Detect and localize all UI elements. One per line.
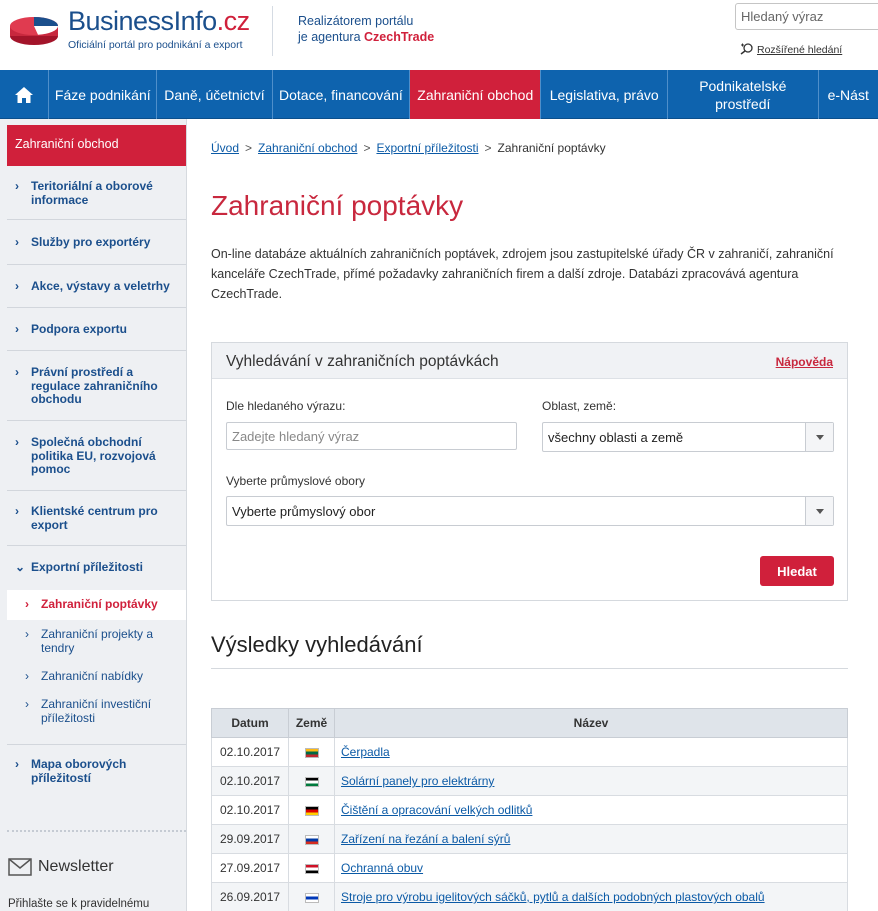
sidebar-subitem-zahranicni-poptavky[interactable]: › Zahraniční poptávky <box>7 590 186 620</box>
nav-e-nastroje[interactable]: e-Nást <box>827 86 869 103</box>
column-header-name[interactable]: Název <box>335 709 848 738</box>
newsletter-text: Přihlašte se k pravidelnému <box>8 898 150 910</box>
breadcrumb-link[interactable]: Exportní příležitosti <box>376 141 479 155</box>
row-name <box>335 883 848 911</box>
row-date: 02.10.2017 <box>212 796 289 825</box>
chevron-down-icon: ⌄ <box>15 560 26 574</box>
breadcrumb: Úvod > Zahraniční obchod > Exportní příležitosti > Zahraniční poptávky <box>211 141 606 155</box>
industry-select[interactable]: Vyberte průmyslový obor <box>226 496 834 526</box>
row-country <box>289 854 335 883</box>
chevron-right-icon: › <box>15 179 19 193</box>
breadcrumb-link[interactable]: Zahraniční obchod <box>258 141 358 155</box>
chevron-right-icon: › <box>25 669 29 683</box>
row-name <box>335 767 848 796</box>
chevron-right-icon: › <box>15 279 19 293</box>
newsletter-title: Newsletter <box>38 858 114 875</box>
search-input[interactable] <box>735 3 878 30</box>
nav-dane-ucetnictvi[interactable]: Daně, účetnictví <box>157 70 273 119</box>
breadcrumb-link[interactable]: Úvod <box>211 141 240 155</box>
column-header-date[interactable]: Datum <box>212 709 289 738</box>
table-row <box>212 854 848 883</box>
search-panel-header <box>212 343 847 379</box>
chevron-right-icon: › <box>15 435 19 449</box>
nav-faze-podnikani[interactable]: Fáze podnikání <box>49 70 157 119</box>
sidebar-item-mapa[interactable]: › Mapa oborových příležitostí <box>15 757 127 785</box>
nav-zahranicni-obchod[interactable]: Zahraniční obchod <box>410 70 541 119</box>
sidebar-title[interactable]: Zahraniční obchod <box>7 125 186 166</box>
sidebar-item-spolecna-politika[interactable]: › Společná obchodní politika EU, rozvojová pomoc <box>7 421 186 491</box>
row-date: 02.10.2017 <box>212 767 289 796</box>
search-panel <box>211 342 848 601</box>
sidebar-item-akce[interactable]: › Akce, výstavy a veletrhy <box>7 265 186 308</box>
table-row <box>212 883 848 911</box>
inquiry-link[interactable]: Čištění a opracování velkých odlitků <box>341 803 533 817</box>
sidebar-subitem-investicni[interactable]: › Zahraniční investiční příležitosti <box>7 690 186 745</box>
inquiry-link[interactable]: Solární panely pro elektrárny <box>341 774 495 788</box>
advanced-search-link[interactable]: Rozšířené hledání <box>740 43 842 56</box>
intro-text: On-line databáze aktuálních zahraničních poptávek, zdrojem jsou zastupitelské úřady ČR v zahraničí, zahraniční kanceláře CzechTrade, přímé požadavky zahraničních firem a další zdroje. Databázi zpracovává agentura CzechTrade. <box>211 247 834 301</box>
row-date: 27.09.2017 <box>212 854 289 883</box>
table-row <box>212 738 848 767</box>
nav-podnikatelske-prostredi[interactable]: Podnikatelské prostředí <box>668 70 819 119</box>
czechtrade-link[interactable]: CzechTrade <box>364 30 435 44</box>
country-flag-icon <box>305 806 319 816</box>
nav-dotace-financovani[interactable]: Dotace, financování <box>273 70 410 119</box>
results-title: Výsledky vyhledávání <box>211 632 423 657</box>
row-name <box>335 738 848 767</box>
sidebar-item-teritorialni[interactable]: › Teritoriální a oborové informace <box>7 166 186 220</box>
breadcrumb-current: Zahraniční poptávky <box>497 141 606 155</box>
main-nav <box>0 70 878 119</box>
realizator-text: Realizátorem portálu je agentura CzechTrade <box>298 14 435 44</box>
inquiry-link[interactable]: Čerpadla <box>341 745 390 759</box>
row-country <box>289 825 335 854</box>
header <box>0 0 878 70</box>
table-row <box>212 796 848 825</box>
search-submit-button[interactable]: Hledat <box>760 556 834 586</box>
country-flag-icon <box>305 864 319 874</box>
logo[interactable] <box>8 6 268 56</box>
country-flag-icon <box>305 835 319 845</box>
sidebar-item-sluzby[interactable]: › Služby pro exportéry <box>7 220 186 265</box>
region-label: Oblast, země: <box>542 399 617 413</box>
chevron-right-icon: › <box>15 757 19 771</box>
inquiry-link[interactable]: Zařízení na řezání a balení sýrů <box>341 832 511 846</box>
sidebar-subitem-projekty-tendry[interactable]: › Zahraniční projekty a tendry <box>25 627 154 655</box>
chevron-right-icon: › <box>15 322 19 336</box>
results-table <box>211 708 848 911</box>
inquiry-link[interactable]: Stroje pro výrobu igelitových sáčků, pytlů a dalších podobných plastových obalů <box>341 890 765 904</box>
sidebar-item-exportni-prilezitosti[interactable]: ⌄ Exportní příležitosti <box>15 560 144 574</box>
row-date: 26.09.2017 <box>212 883 289 911</box>
table-row <box>212 825 848 854</box>
search-plus-icon <box>740 43 754 55</box>
row-country <box>289 738 335 767</box>
sidebar-subitem-nabidky[interactable]: › Zahraniční nabídky <box>25 669 144 683</box>
home-icon[interactable] <box>0 70 49 119</box>
logo-subtitle: Oficiální portál pro podnikání a export <box>68 39 243 51</box>
header-divider <box>272 6 273 56</box>
nav-legislativa-pravo[interactable]: Legislativa, právo <box>541 70 667 119</box>
row-country <box>289 796 335 825</box>
term-label: Dle hledaného výrazu: <box>226 399 346 413</box>
country-flag-icon <box>305 777 319 787</box>
row-name <box>335 854 848 883</box>
chevron-right-icon: › <box>15 365 19 379</box>
column-header-country[interactable]: Země <box>289 709 335 738</box>
term-input[interactable] <box>226 422 517 450</box>
chevron-right-icon: › <box>25 597 29 611</box>
table-header-row <box>212 709 848 738</box>
row-date: 02.10.2017 <box>212 738 289 767</box>
chevron-right-icon: › <box>25 697 29 711</box>
industry-label: Vyberte průmyslové obory <box>226 474 365 488</box>
search-panel-title: Vyhledávání v zahraničních poptávkách <box>226 353 499 370</box>
logo-icon <box>8 10 60 48</box>
table-row <box>212 767 848 796</box>
sidebar <box>0 119 187 911</box>
page-title: Zahraniční poptávky <box>211 190 464 221</box>
chevron-down-icon <box>805 497 833 525</box>
chevron-right-icon: › <box>25 627 29 641</box>
sidebar-divider <box>7 830 186 832</box>
sidebar-item-pravni-prostredi[interactable]: › Právní prostředí a regulace zahraničního obchodu <box>7 351 186 421</box>
row-date: 29.09.2017 <box>212 825 289 854</box>
inquiry-link[interactable]: Ochranná obuv <box>341 861 424 875</box>
row-name <box>335 825 848 854</box>
country-flag-icon <box>305 893 319 903</box>
region-select[interactable]: všechny oblasti a země <box>542 422 834 452</box>
results-divider <box>211 668 848 669</box>
logo-text: BusinessInfo.cz <box>68 6 250 36</box>
chevron-right-icon: › <box>15 235 19 249</box>
row-name <box>335 796 848 825</box>
chevron-right-icon: › <box>15 504 19 518</box>
envelope-icon <box>8 858 32 876</box>
sidebar-item-podpora[interactable]: › Podpora exportu <box>7 308 186 351</box>
row-country <box>289 883 335 911</box>
sidebar-item-klientske-centrum[interactable]: › Klientské centrum pro export <box>7 491 186 546</box>
help-link[interactable]: Nápověda <box>775 355 833 369</box>
row-country <box>289 767 335 796</box>
chevron-down-icon <box>805 423 833 451</box>
country-flag-icon <box>305 748 319 758</box>
